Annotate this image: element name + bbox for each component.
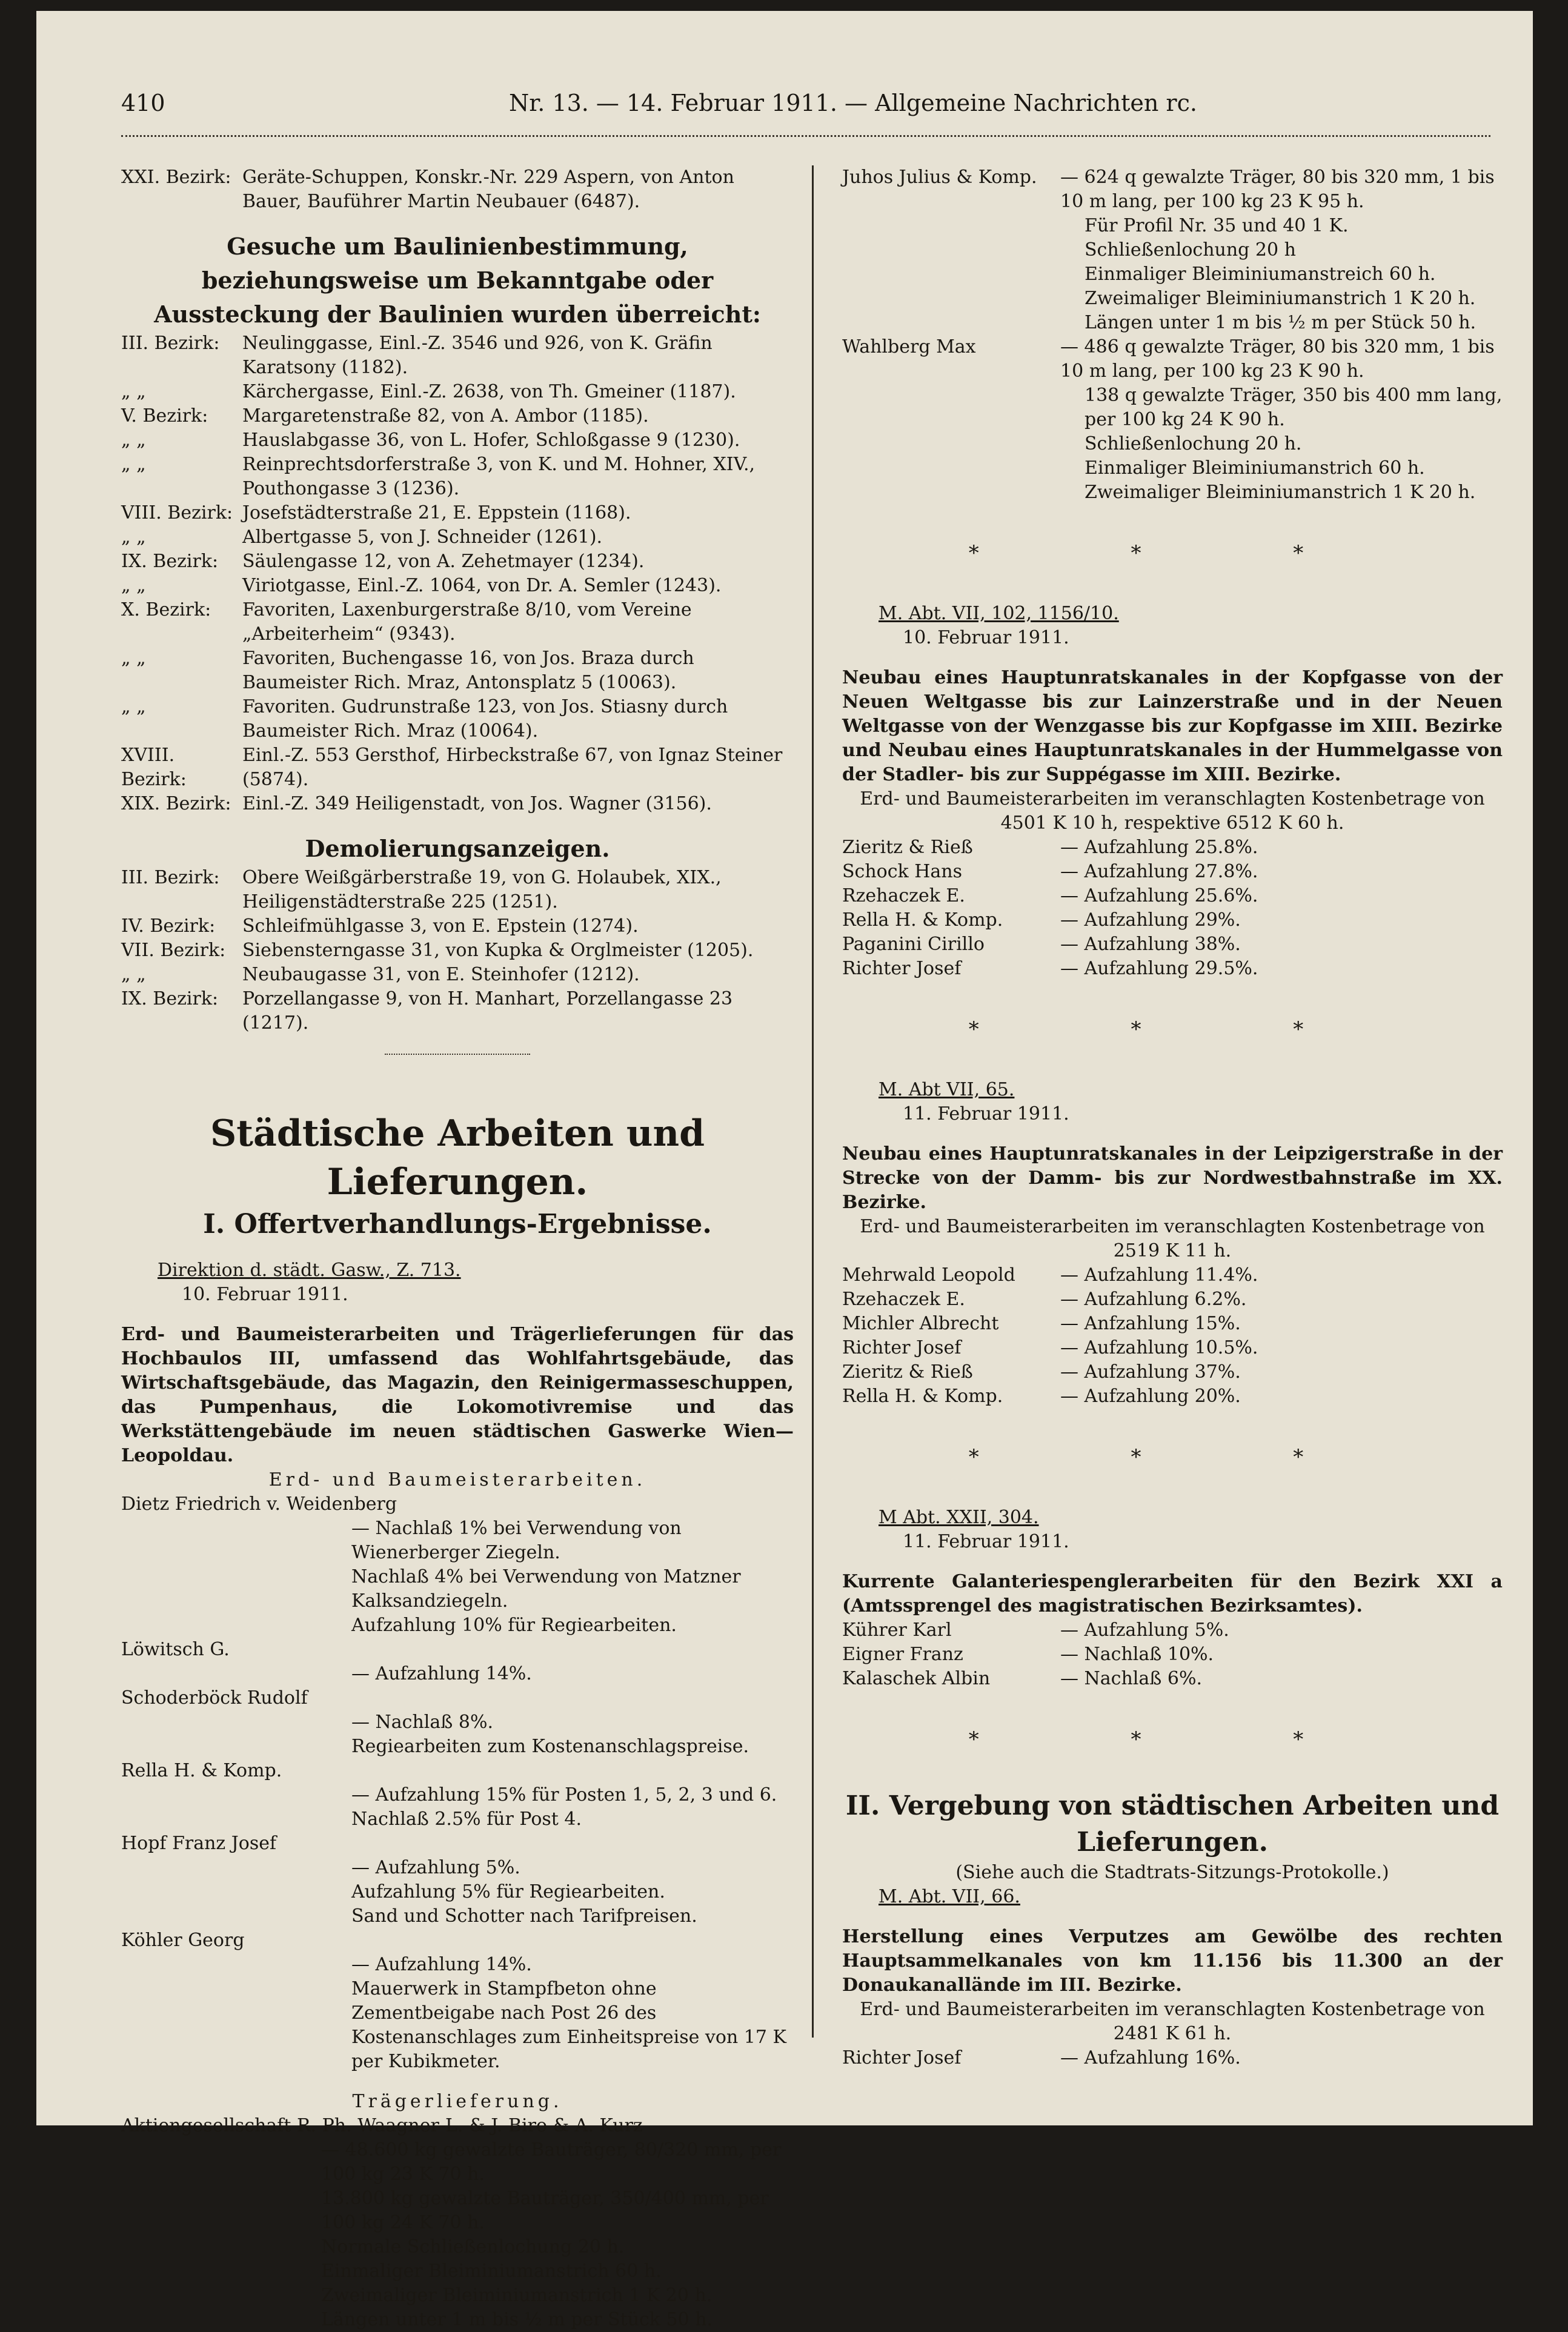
entry-text: Favoriten, Buchengasse 16, von Jos. Braza durch Baumeister Rich. Mraz, Antonsplatz 5 (10063).	[242, 648, 694, 693]
entry	[121, 866, 794, 914]
bidder	[121, 1832, 794, 1928]
bidder-line: — Aufzahlung 15% für Posten 1, 5, 2, 3 und 6.	[351, 1784, 777, 1805]
entry-text: Einl.-Z. 553 Gersthof, Hirbeckstraße 67, von Ignaz Steiner (5874).	[242, 745, 783, 790]
district-label: „ „	[121, 430, 146, 451]
bidder-name: Rella H. & Komp.	[842, 909, 1003, 931]
page-header	[121, 84, 1490, 126]
district-label: XIX. Bezirk:	[121, 793, 231, 814]
bidder-name: Wahlberg Max	[842, 336, 976, 357]
entry-text: Hauslabgasse 36, von L. Hofer, Schloßgasse 9 (1230).	[242, 430, 740, 451]
bidder-line: Mauerwerk in Stampfbeton ohne Zementbeigabe nach Post 26 des Kostenanschlages zum Einheitspreise von 17 K per Kubikmeter.	[351, 1978, 786, 2072]
bidder-line: Längen unter 1 m bis ½ m per Stück 50 h.	[1085, 312, 1477, 333]
results-list	[842, 2046, 1503, 2070]
reference: M. Abt VII, 65.	[879, 1079, 1015, 1100]
bidder-line: Sand und Schotter nach Tarifpreisen.	[351, 1905, 697, 1927]
results-list	[842, 835, 1503, 981]
bidder-name: Schock Hans	[842, 861, 963, 882]
date: 10. Februar 1911.	[903, 627, 1069, 648]
bidder-name: Dietz Friedrich v. Weidenberg	[121, 1493, 397, 1515]
bidder-line: — 48.600 kg gewalzte Bauträger, 80/320 mm, per 100 kg 23 K 70 h.	[321, 2139, 782, 2185]
bidder	[121, 1928, 794, 2074]
bidder-line: 13.800 kg gewalzte Bauträger, 350/400 mm, per 100 kg 24 K 70 h.	[321, 2188, 769, 2233]
entry	[121, 331, 794, 380]
demolierung-list	[121, 866, 794, 1035]
entry-text: Favoriten. Gudrunstraße 123, von Jos. Stiasny durch Baumeister Rich. Mraz (10064).	[242, 696, 728, 742]
entry-text: Obere Weißgärberstraße 19, von G. Holaubek, XIX., Heiligenstädterstraße 225 (1251).	[242, 867, 722, 912]
page-number: 410	[121, 90, 165, 116]
bidder-line: — Aufzahlung 5%.	[351, 1857, 520, 1878]
bidder	[121, 1686, 794, 1759]
bidder-name: Rzehaczek E.	[842, 885, 965, 906]
bidders-list	[121, 1492, 794, 2074]
bidder-row	[842, 165, 1503, 214]
bidder-name: Hopf Franz Josef	[121, 1833, 277, 1854]
scope: Erd- und Baumeisterarbeiten im veranschlagten Kostenbetrage von 4501 K 10 h, respektive 6512 K 60 h.	[860, 788, 1485, 834]
date: 11. Februar 1911.	[903, 1531, 1069, 1552]
bidder-name: Rella H. & Komp.	[121, 1760, 282, 1781]
reference: M Abt. XXII, 304.	[879, 1507, 1039, 1528]
bidder-name: Juhos Julius & Komp.	[842, 167, 1037, 188]
bidder-name: Kührer Karl	[842, 1619, 952, 1641]
result-value: — Nachlaß 6%.	[1060, 1668, 1202, 1689]
entry	[121, 914, 794, 938]
bidder-line: 138 q gewalzte Träger, 350 bis 400 mm lang, per 100 kg 24 K 90 h.	[1085, 385, 1503, 430]
stars-separator: * * *	[968, 541, 1377, 565]
bidder-line: Nachlaß 2.5% für Post 4.	[351, 1809, 582, 1830]
bidder-line: Einmaliger Bleiminiumanstrich 60 h.	[1085, 457, 1425, 479]
section-note: (Siehe auch die Stadtrats-Sitzungs-Protokolle.)	[955, 1862, 1389, 1883]
district-label: „ „	[121, 964, 146, 985]
entry-text: Porzellangasse 9, von H. Manhart, Porzellangasse 23 (1217).	[242, 988, 733, 1034]
baulinien-heading: Gesuche um Baulinienbestimmung, beziehungsweise um Bekanntgabe oder Aussteckung der Baulinien wurden überreicht:	[154, 233, 761, 328]
entry-text: Josefstädterstraße 21, E. Eppstein (1168).	[242, 502, 631, 523]
bidder-line: Einmaliger Bleiminiumanstrich 60 h.	[321, 2261, 662, 2282]
bidder-name: Zieritz & Rieß	[842, 837, 973, 858]
bidder-line: Zweimaliger Bleiminiumanstrich 1 K 20 h.	[321, 2285, 713, 2306]
subject: Herstellung eines Verputzes am Gewölbe des rechten Hauptsammelkanales von km 11.156 bis 11.300 an der Donaukanallände im III. Bezirke.	[842, 1926, 1503, 1996]
entry-text: Neubaugasse 31, von E. Steinhofer (1212).	[242, 964, 640, 985]
header-rule	[121, 129, 1490, 137]
bidder-line: — 624 q gewalzte Träger, 80 bis 320 mm, 1 bis 10 m lang, per 100 kg 23 K 95 h.	[1060, 167, 1495, 212]
subject: Kurrente Galanteriespenglerarbeiten für den Bezirk XXI a (Amtssprengel des magistratischen Bezirksamtes).	[842, 1571, 1503, 1616]
bidder-line: Nachlaß 4% bei Verwendung von Matzner Kalksandziegeln.	[351, 1566, 741, 1612]
entry	[121, 598, 794, 646]
result-row	[842, 1336, 1503, 1360]
bidder-name: Rella H. & Komp.	[842, 1386, 1003, 1407]
result-row	[842, 835, 1503, 860]
district-label: XVIII. Bezirk:	[121, 745, 187, 790]
entry-text: Geräte-Schuppen, Konskr.-Nr. 229 Aspern, von Anton Bauer, Bauführer Martin Neubauer (6487).	[242, 167, 734, 212]
scope: Erd- und Baumeisterarbeiten im veranschlagten Kostenbetrage von 2481 K 61 h.	[860, 1999, 1485, 2044]
section-label: Erd- und Baumeisterarbeiten.	[268, 1469, 646, 1490]
district-label: IX. Bezirk:	[121, 551, 219, 572]
entry	[121, 743, 794, 792]
district-label: „ „	[121, 454, 146, 475]
bidder-line: — 486 q gewalzte Träger, 80 bis 320 mm, 1 bis 10 m lang, per 100 kg 23 K 90 h.	[1060, 336, 1495, 382]
result-value: — Aufzahlung 37%.	[1060, 1361, 1241, 1383]
result-row	[842, 908, 1503, 932]
district-label: „ „	[121, 575, 146, 596]
column-divider	[812, 165, 814, 2038]
running-title: Nr. 13. — 14. Februar 1911. — Allgemeine Nachrichten rc.	[509, 90, 1197, 116]
section-separator	[385, 1054, 530, 1055]
entry	[121, 695, 794, 743]
district-label: „ „	[121, 696, 146, 717]
district-label: VIII. Bezirk:	[121, 502, 233, 523]
bidder-line: Längen unter 1 m bis ½ m per Stück 50 h.	[321, 2309, 713, 2330]
section-title: II. Vergebung von städtischen Arbeiten und Lieferungen.	[845, 1790, 1500, 1858]
entry	[121, 550, 794, 574]
result-value: — Aufzahlung 25.6%.	[1060, 885, 1258, 906]
district-label: VII. Bezirk:	[121, 940, 226, 961]
result-row	[842, 2046, 1503, 2070]
result-row	[842, 1618, 1503, 1643]
result-value: — Aufzahlung 11.4%.	[1060, 1264, 1258, 1286]
bidder-name: Löwitsch G.	[121, 1639, 230, 1660]
entry-text: Neulinggasse, Einl.-Z. 3546 und 926, von K. Gräfin Karatsony (1182).	[242, 333, 713, 378]
result-value: — Aufzahlung 29.5%.	[1060, 958, 1258, 979]
district-label: IX. Bezirk:	[121, 988, 219, 1009]
bidder-line: Einmaliger Bleiminiumanstreich 60 h.	[1085, 264, 1436, 285]
bidder-name: Richter Josef	[842, 1337, 962, 1358]
district-label: X. Bezirk:	[121, 599, 211, 620]
reference: Direktion d. städt. Gasw., Z. 713.	[158, 1260, 461, 1281]
entry-text: Viriotgasse, Einl.-Z. 1064, von Dr. A. Semler (1243).	[242, 575, 722, 596]
stars-separator: * * *	[968, 1727, 1377, 1752]
entry	[121, 792, 794, 816]
bidder-line: Aufzahlung 5% für Regiearbeiten.	[351, 1881, 665, 1902]
right-column	[842, 165, 1503, 2070]
bidder-name: Rzehaczek E.	[842, 1289, 965, 1310]
bidder-line: Regiearbeiten zum Kostenanschlagspreise.	[351, 1736, 749, 1757]
bidder-line: Zweimaliger Bleiminiumanstrich 1 K 20 h.	[1085, 288, 1476, 309]
entry-text: Favoriten, Laxenburgerstraße 8/10, vom Vereine „Arbeiterheim“ (9343).	[242, 599, 692, 645]
results-list	[842, 1618, 1503, 1691]
bidder-line: Für Profil Nr. 35 und 40 1 K.	[1085, 215, 1349, 236]
entry-text: Schleifmühlgasse 3, von E. Epstein (1274).	[242, 915, 639, 937]
result-value: — Aufzahlung 16%.	[1060, 2047, 1241, 2068]
bidder-name: Eigner Franz	[842, 1644, 963, 1665]
entry	[121, 938, 794, 963]
result-value: — Aufzahlung 20%.	[1060, 1386, 1241, 1407]
bidder-name: Köhler Georg	[121, 1930, 245, 1951]
entry	[121, 404, 794, 428]
entry	[121, 428, 794, 453]
result-value: — Aufzahlung 38%.	[1060, 934, 1241, 955]
bidder-line: — Aufzahlung 14%.	[351, 1663, 532, 1684]
entry	[121, 501, 794, 525]
bidder-line: Aufzahlung 10% für Regiearbeiten.	[351, 1615, 677, 1636]
entry-text: Einl.-Z. 349 Heiligenstadt, von Jos. Wagner (3156).	[242, 793, 712, 814]
entry	[121, 574, 794, 598]
date: 11. Februar 1911.	[903, 1103, 1069, 1124]
bidder-name: Mehrwald Leopold	[842, 1264, 1015, 1286]
result-row	[842, 1263, 1503, 1287]
bidder-row	[842, 335, 1503, 384]
result-value: — Nachlaß 10%.	[1060, 1644, 1214, 1665]
bidder-line: — Nachlaß 1% bei Verwendung von Wienerberger Ziegeln.	[351, 1518, 682, 1563]
bidder-name: Kalaschek Albin	[842, 1668, 991, 1689]
bidder	[842, 335, 1503, 505]
district-label: IV. Bezirk:	[121, 915, 216, 937]
district-label: XXI. Bezirk:	[121, 167, 231, 188]
result-row	[842, 860, 1503, 884]
bidder-name: Michler Albrecht	[842, 1313, 999, 1334]
entry-text: Kärchergasse, Einl.-Z. 2638, von Th. Gmeiner (1187).	[242, 381, 736, 402]
result-row	[842, 884, 1503, 908]
bidders-list	[842, 165, 1503, 505]
bidder	[842, 165, 1503, 335]
entry	[121, 453, 794, 501]
entry-text: Siebensterngasse 31, von Kupka & Orglmeister (1205).	[242, 940, 754, 961]
subject: Erd- und Baumeisterarbeiten und Trägerlieferungen für das Hochbaulos III, umfassend das Wohlfahrtsgebäude, das Wirtschaftsgebäude, das Magazin, den Reinigermasseschuppen, das Pumpenhaus, die Lokomotivremise und das Werkstättengebäude im neuen städtischen Gaswerke Wien—Leopoldau.	[121, 1324, 794, 1466]
entry	[121, 646, 794, 695]
result-value: — Aufzahlung 10.5%.	[1060, 1337, 1258, 1358]
result-value: — Aufzahlung 25.8%.	[1060, 837, 1258, 858]
date: 10. Februar 1911.	[182, 1284, 348, 1305]
entry	[121, 963, 794, 987]
district-label: „ „	[121, 648, 146, 669]
scope: Erd- und Baumeisterarbeiten im veranschlagten Kostenbetrage von 2519 K 11 h.	[860, 1216, 1485, 1261]
result-row	[842, 932, 1503, 957]
entry	[121, 165, 794, 214]
baulinien-list	[121, 331, 794, 816]
stars-separator: * * *	[968, 1017, 1377, 1041]
demolierung-heading: Demolierungsanzeigen.	[305, 835, 610, 862]
result-value: — Aufzahlung 29%.	[1060, 909, 1241, 931]
entry	[121, 987, 794, 1035]
bidder	[121, 1759, 794, 1832]
bidder-name: Richter Josef	[842, 2047, 962, 2068]
section-title: Städtische Arbeiten und Lieferungen.	[210, 1112, 705, 1203]
district-label: III. Bezirk:	[121, 333, 220, 354]
entry-text: Margaretenstraße 82, von A. Ambor (1185).	[242, 405, 649, 427]
bidder-line: — Aufzahlung 14%.	[351, 1954, 532, 1975]
bidder-name: Zieritz & Rieß	[842, 1361, 973, 1383]
reference: M. Abt. VII, 102, 1156/10.	[879, 603, 1119, 624]
result-row	[842, 1667, 1503, 1691]
bidder-lines	[121, 2138, 794, 2332]
section-label: Trägerlieferung.	[352, 2091, 563, 2112]
result-row	[842, 1643, 1503, 1667]
section-subtitle: I. Offertverhandlungs-Ergebnisse.	[203, 1209, 712, 1240]
bidder-name: Paganini Cirillo	[842, 934, 985, 955]
results-list	[842, 1263, 1503, 1409]
entry-text: Albertgasse 5, von J. Schneider (1261).	[242, 527, 603, 548]
bidder-name: Schoderböck Rudolf	[121, 1687, 308, 1709]
document-page	[36, 11, 1533, 2330]
stars-separator: * * *	[968, 1445, 1377, 1469]
result-value: — Aufzahlung 27.8%.	[1060, 861, 1258, 882]
subject: Neubau eines Hauptunratskanales in der Kopfgasse von der Neuen Weltgasse bis zur Lainzerstraße und in der Neuen Weltgasse von der Wenzgasse bis zur Kopfgasse im XIII. Bezirke und Neubau eines Hauptunratskanales in der Hummelgasse von der Stadler- bis zur Suppégasse im XIII. Bezirke.	[842, 667, 1503, 785]
result-value: — Aufzahlung 5%.	[1060, 1619, 1229, 1641]
result-row	[842, 1384, 1503, 1409]
bidder	[121, 1492, 794, 1638]
entry-text: Säulengasse 12, von A. Zehetmayer (1234).	[242, 551, 645, 572]
result-row	[842, 1312, 1503, 1336]
district-label: „ „	[121, 527, 146, 548]
subject: Neubau eines Hauptunratskanales in der Leipzigerstraße in der Strecke von der Damm- bis zur Nordwestbahnstraße im XX. Bezirke.	[842, 1143, 1503, 1213]
result-value: — Aufzahlung 6.2%.	[1060, 1289, 1247, 1310]
reference: M. Abt. VII, 66.	[879, 1886, 1020, 1907]
entry-text: Reinprechtsdorferstraße 3, von K. und M. Hohner, XIV., Pouthongasse 3 (1236).	[242, 454, 756, 499]
bidder-line: Zweimaliger Bleiminiumanstrich 1 K 20 h.	[1085, 482, 1476, 503]
result-row	[842, 957, 1503, 981]
bidder-line: Schließenlochung 20 h.	[1085, 433, 1302, 454]
district-label: V. Bezirk:	[121, 405, 208, 427]
district-label: „ „	[121, 381, 146, 402]
bidder-name: Aktiengesellschaft R. Ph. Waagner-L. & J. Biro & A. Kurz	[121, 2115, 643, 2136]
bidder-name: Richter Josef	[842, 958, 962, 979]
entry	[121, 380, 794, 404]
result-row	[842, 1287, 1503, 1312]
result-value: — Anfzahlung 15%.	[1060, 1313, 1241, 1334]
bidder	[121, 1638, 794, 1686]
bidder-line: Normale Schließenlochung 20 h.	[321, 2236, 625, 2257]
left-column	[121, 165, 794, 2332]
result-row	[842, 1360, 1503, 1384]
bidder-line: Schließenlochung 20 h	[1085, 239, 1296, 261]
entry	[121, 525, 794, 550]
bidder-line: — Nachlaß 8%.	[351, 1712, 493, 1733]
district-label: III. Bezirk:	[121, 867, 220, 888]
